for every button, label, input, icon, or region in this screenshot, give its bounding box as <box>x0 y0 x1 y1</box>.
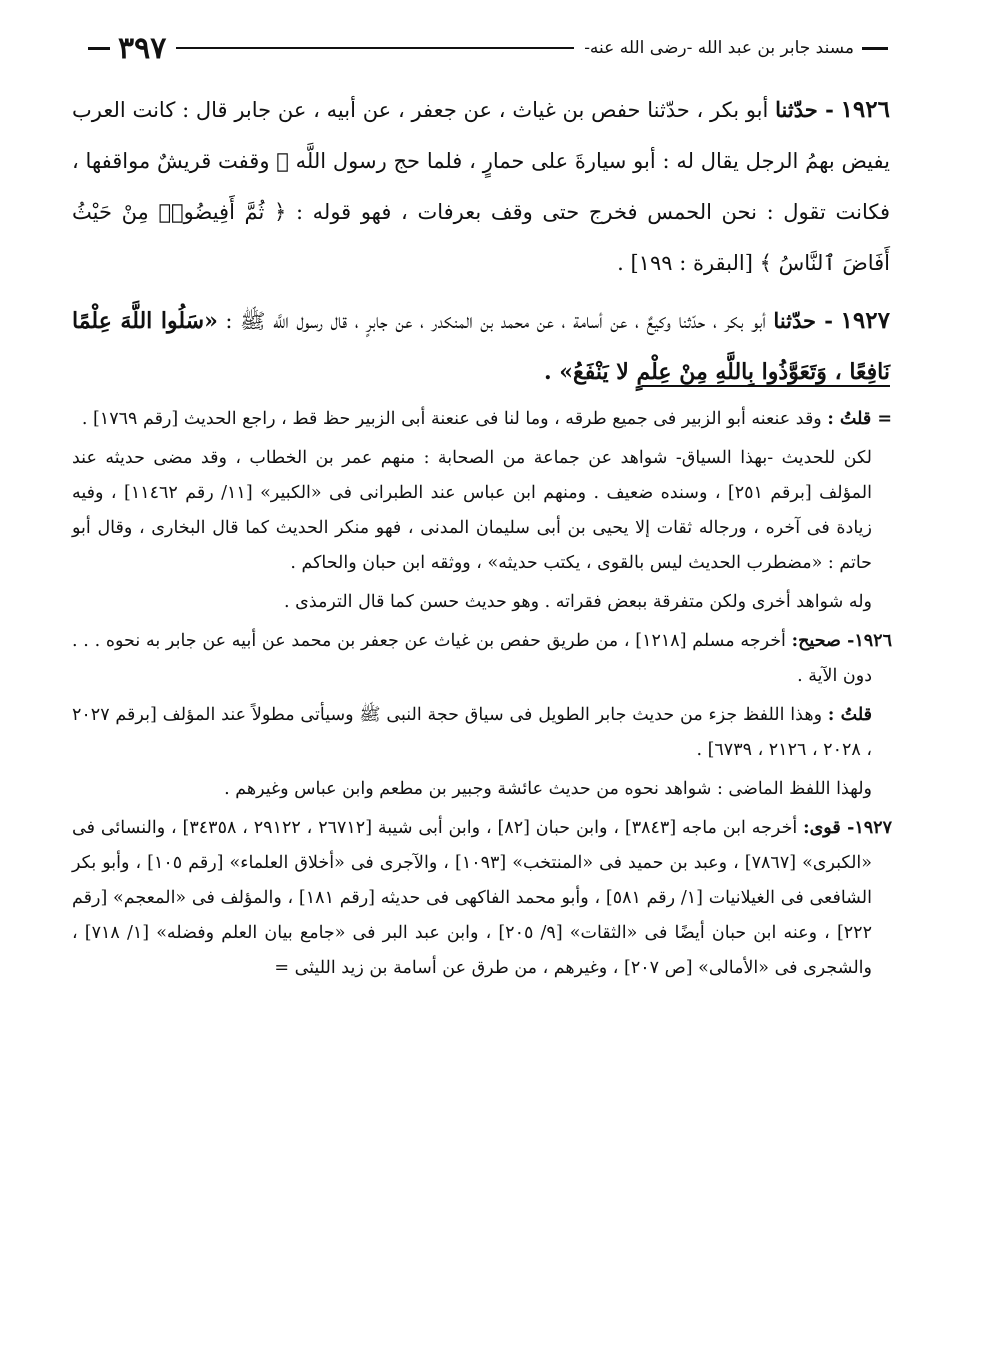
note-text: وله شواهد أخرى ولكن متفرقة ببعض فقراته . وهو حديث حسن كما قال الترمذى . <box>284 592 872 612</box>
note-text: أخرجه ابن ماجه [٣٨٤٣] ، وابن حبان [٨٢] ، وابن أبى شيبة [٢٦٧١٢ ، ٢٩١٢٢ ، ٣٤٣٥٨] ، والنسائى فى «الكبرى» [٧٨٦٧] ، وعبد بن حميد فى «المنتخب» [١٠٩٣] ، والآجرى فى «أخلاق العلماء» [رقم ١٠٥] ، وأبو بكر الشافعى فى الغيلانيات [١/ رقم ٥٨١] ، وأبو محمد الفاكهى فى حديثه [رقم ١٨١] ، والمؤلف فى «المعجم» [رقم ٢٢٢] ، وعنه ابن حبان أيضًا فى «الثقات» [٩/ ٢٠٥] ، وابن عبد البر فى «جامع بيان العلم وفضله» [١/ ٧١٨] ، والشجرى فى «الأمالى» [ص ٢٠٧] ، وغيرهم ، من طرق عن أسامة بن زيد الليثى = <box>72 818 872 978</box>
quran-verse: ﴿ ثُمَّ أَفِيضُوا۟ مِنْ حَيْثُ أَفَاضَ ٱلنَّاسُ ﴾ <box>72 200 890 275</box>
main-text <box>72 84 890 404</box>
note-label: = قلتُ : <box>827 409 892 429</box>
note-label: ١٩٢٦- صحيح: <box>791 631 892 651</box>
footnote-1 <box>72 402 892 437</box>
footnote-3 <box>72 585 892 620</box>
footnote-takhrij-1926 <box>72 624 892 694</box>
footnote-5 <box>72 698 892 768</box>
page-number: ٣٩٧ <box>118 30 167 66</box>
footnote-separator <box>642 385 890 387</box>
header-rule <box>176 47 574 49</box>
quran-reference: [البقرة : ١٩٩] . <box>617 251 753 275</box>
footnote-takhrij-1927 <box>72 811 892 986</box>
hadith-number: ١٩٢٧ <box>840 307 890 334</box>
header-dash-right <box>862 47 888 50</box>
hadith-lead: - حدّثنا <box>773 308 833 333</box>
note-text: أخرجه مسلم [١٢١٨] ، من طريق حفص بن غياث عن جعفر بن محمد عن أبيه عن جابر به نحوه . . . دون الآية . <box>72 631 872 686</box>
prophet-quote: «سَلُوا اللَّهَ عِلْمًا نَافِعًا ، وَتَعَوَّذُوا بِاللَّهِ مِنْ عِلْمٍ لا يَنْفَعُ» . <box>72 308 890 385</box>
hadith-1926 <box>72 84 890 289</box>
note-text: ولهذا اللفظ الماضى : شواهد نحوه من حديث عائشة وجبير بن مطعم وابن عباس وغيرهم . <box>224 779 872 799</box>
hadith-1927 <box>72 295 890 398</box>
note-text: وهذا اللفظ جزء من حديث جابر الطويل فى سياق حجة النبى ﷺ وسيأتى مطولاً عند المؤلف [برقم ٢٠٢٧ ، ٢٠٢٨ ، ٢١٢٦ ، ٦٧٣٩] . <box>72 705 872 760</box>
hadith-lead: - حدّثنا <box>775 97 834 122</box>
running-title: مسند جابر بن عبد الله -رضى الله عنه- <box>584 38 854 58</box>
hadith-number: ١٩٢٦ <box>840 96 890 123</box>
page-header <box>88 28 888 68</box>
hadith-text: أبو بكر ، حدّثنا وكيعٌ ، عن أسامة ، عن محمد بن المنكدر ، عن جابرٍ ، قال رسول اللَّه ﷺ : <box>225 309 766 333</box>
footnotes <box>72 402 892 990</box>
note-label: قلتُ : <box>827 705 872 725</box>
hadith-text: أبو بكر ، حدّثنا حفص بن غياث ، عن جعفر ، عن أبيه ، عن جابر قال : كانت العرب يفيض بهمُ الرجل يقال له : أبو سيارةَ على حمارٍ ، فلما حج رسول اللَّه ﷺ وقفت قريشٌ مواقفها ، فكانت تقول : نحن الحمس فخرج حتى وقف بعرفات ، فهو قوله : <box>72 98 890 224</box>
footnote-6 <box>72 772 892 807</box>
footnote-2 <box>72 441 892 581</box>
note-text: لكن للحديث -بهذا السياق- شواهد عن جماعة من الصحابة : منهم عمر بن الخطاب ، وقد مضى حديثه عند المؤلف [برقم ٢٥١] ، وسنده ضعيف . ومنهم ابن عباس عند الطبرانى فى «الكبير» [١١/ رقم ١١٤٦٢] ، وفيه زيادة فى آخره ، ورجاله ثقات إلا يحيى بن أبى سليمان المدنى ، فهو منكر الحديث كما قال البخارى ، وقال أبو حاتم : «مضطرب الحديث ليس بالقوى ، يكتب حديثه» ، ووثقه ابن حبان والحاكم . <box>72 448 872 573</box>
header-dash-left <box>88 47 110 50</box>
note-text: وقد عنعنه أبو الزبير فى جميع طرقه ، وما لنا فى عنعنة أبى الزبير حظ قط ، راجع الحديث [رقم ١٧٦٩] . <box>81 409 822 429</box>
note-label: ١٩٢٧- قوى: <box>803 818 892 838</box>
